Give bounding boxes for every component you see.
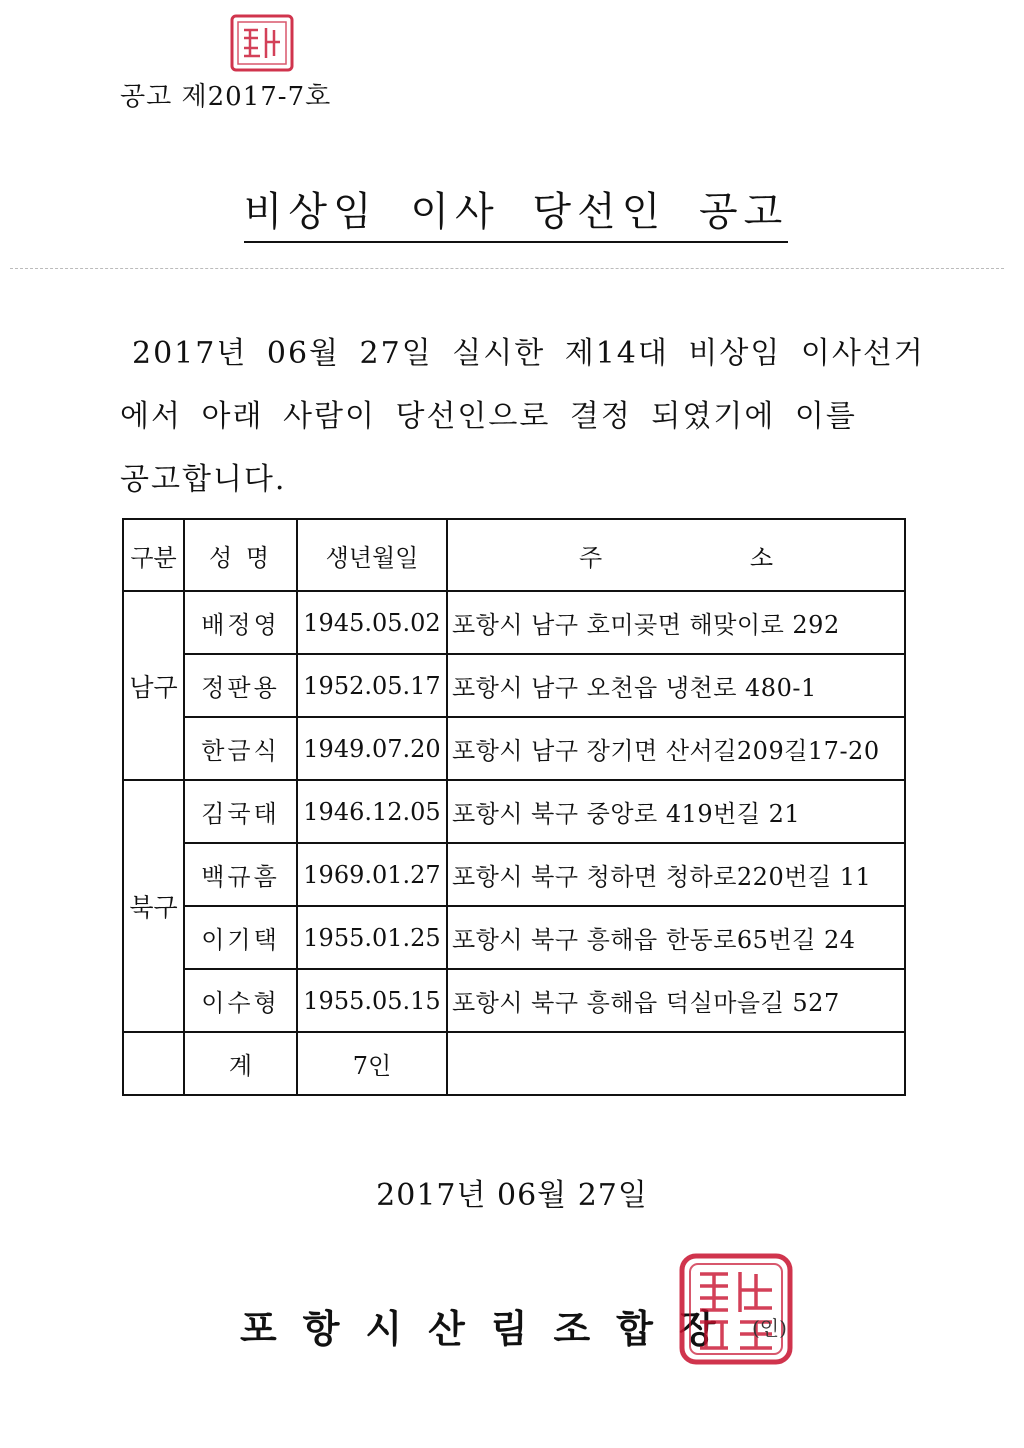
name-cell: 백규흠 (184, 843, 297, 906)
header-category: 구분 (123, 519, 184, 591)
page-title (0, 180, 1024, 243)
header-name: 성 명 (184, 519, 297, 591)
table-row (123, 780, 905, 843)
notice-number: 공고 제2017-7호 (120, 82, 332, 112)
name-cell: 김국태 (184, 780, 297, 843)
total-address-empty (447, 1032, 905, 1095)
announcement-body (120, 322, 925, 511)
table-row (123, 591, 905, 654)
announcement-date: 2017년 06월 27일 (376, 1178, 648, 1213)
address-cell: 포항시 북구 청하면 청하로220번길 11 (447, 843, 905, 906)
name-cell: 정판용 (184, 654, 297, 717)
signer-name: 포항시산림조합장 (240, 1306, 742, 1351)
address-cell: 포항시 남구 장기면 산서길209길17-20 (447, 717, 905, 780)
birth-cell: 1955.05.15 (297, 969, 447, 1032)
region-cell-namgu: 남구 (123, 591, 184, 780)
elected-directors-table (122, 518, 906, 1096)
name-cell: 배정영 (184, 591, 297, 654)
region-cell-bukgu: 북구 (123, 780, 184, 1032)
table-row (123, 843, 905, 906)
total-empty-cell (123, 1032, 184, 1095)
name-cell: 이기택 (184, 906, 297, 969)
birth-cell: 1946.12.05 (297, 780, 447, 843)
address-cell: 포항시 북구 흥해읍 덕실마을길 527 (447, 969, 905, 1032)
divider (10, 268, 1004, 269)
body-line: 에서 아래 사람이 당선인으로 결정 되였기에 이를 (120, 399, 857, 434)
body-line: 2017년 06월 27일 실시한 제14대 비상임 이사선거 (132, 336, 925, 371)
address-cell: 포항시 북구 흥해읍 한동로65번길 24 (447, 906, 905, 969)
header-address: 주 소 (447, 519, 905, 591)
top-seal-stamp (228, 12, 296, 74)
table-row (123, 969, 905, 1032)
address-cell: 포항시 남구 호미곶면 해맞이로 292 (447, 591, 905, 654)
total-label: 계 (184, 1032, 297, 1095)
birth-cell: 1969.01.27 (297, 843, 447, 906)
birth-cell: 1945.05.02 (297, 591, 447, 654)
name-cell: 한금식 (184, 717, 297, 780)
header-birthdate: 생년월일 (297, 519, 447, 591)
table-header-row (123, 519, 905, 591)
official-seal-stamp (676, 1250, 796, 1368)
total-row (123, 1032, 905, 1095)
table-row (123, 654, 905, 717)
address-cell: 포항시 북구 중앙로 419번길 21 (447, 780, 905, 843)
seal-mark: (인) (752, 1316, 787, 1340)
page-title-text: 비상임 이사 당선인 공고 (244, 180, 789, 243)
name-cell: 이수형 (184, 969, 297, 1032)
body-line: 공고합니다. (120, 462, 287, 497)
table-row (123, 906, 905, 969)
birth-cell: 1952.05.17 (297, 654, 447, 717)
birth-cell: 1949.07.20 (297, 717, 447, 780)
total-value: 7인 (297, 1032, 447, 1095)
table-row (123, 717, 905, 780)
birth-cell: 1955.01.25 (297, 906, 447, 969)
address-cell: 포항시 남구 오천읍 냉천로 480-1 (447, 654, 905, 717)
